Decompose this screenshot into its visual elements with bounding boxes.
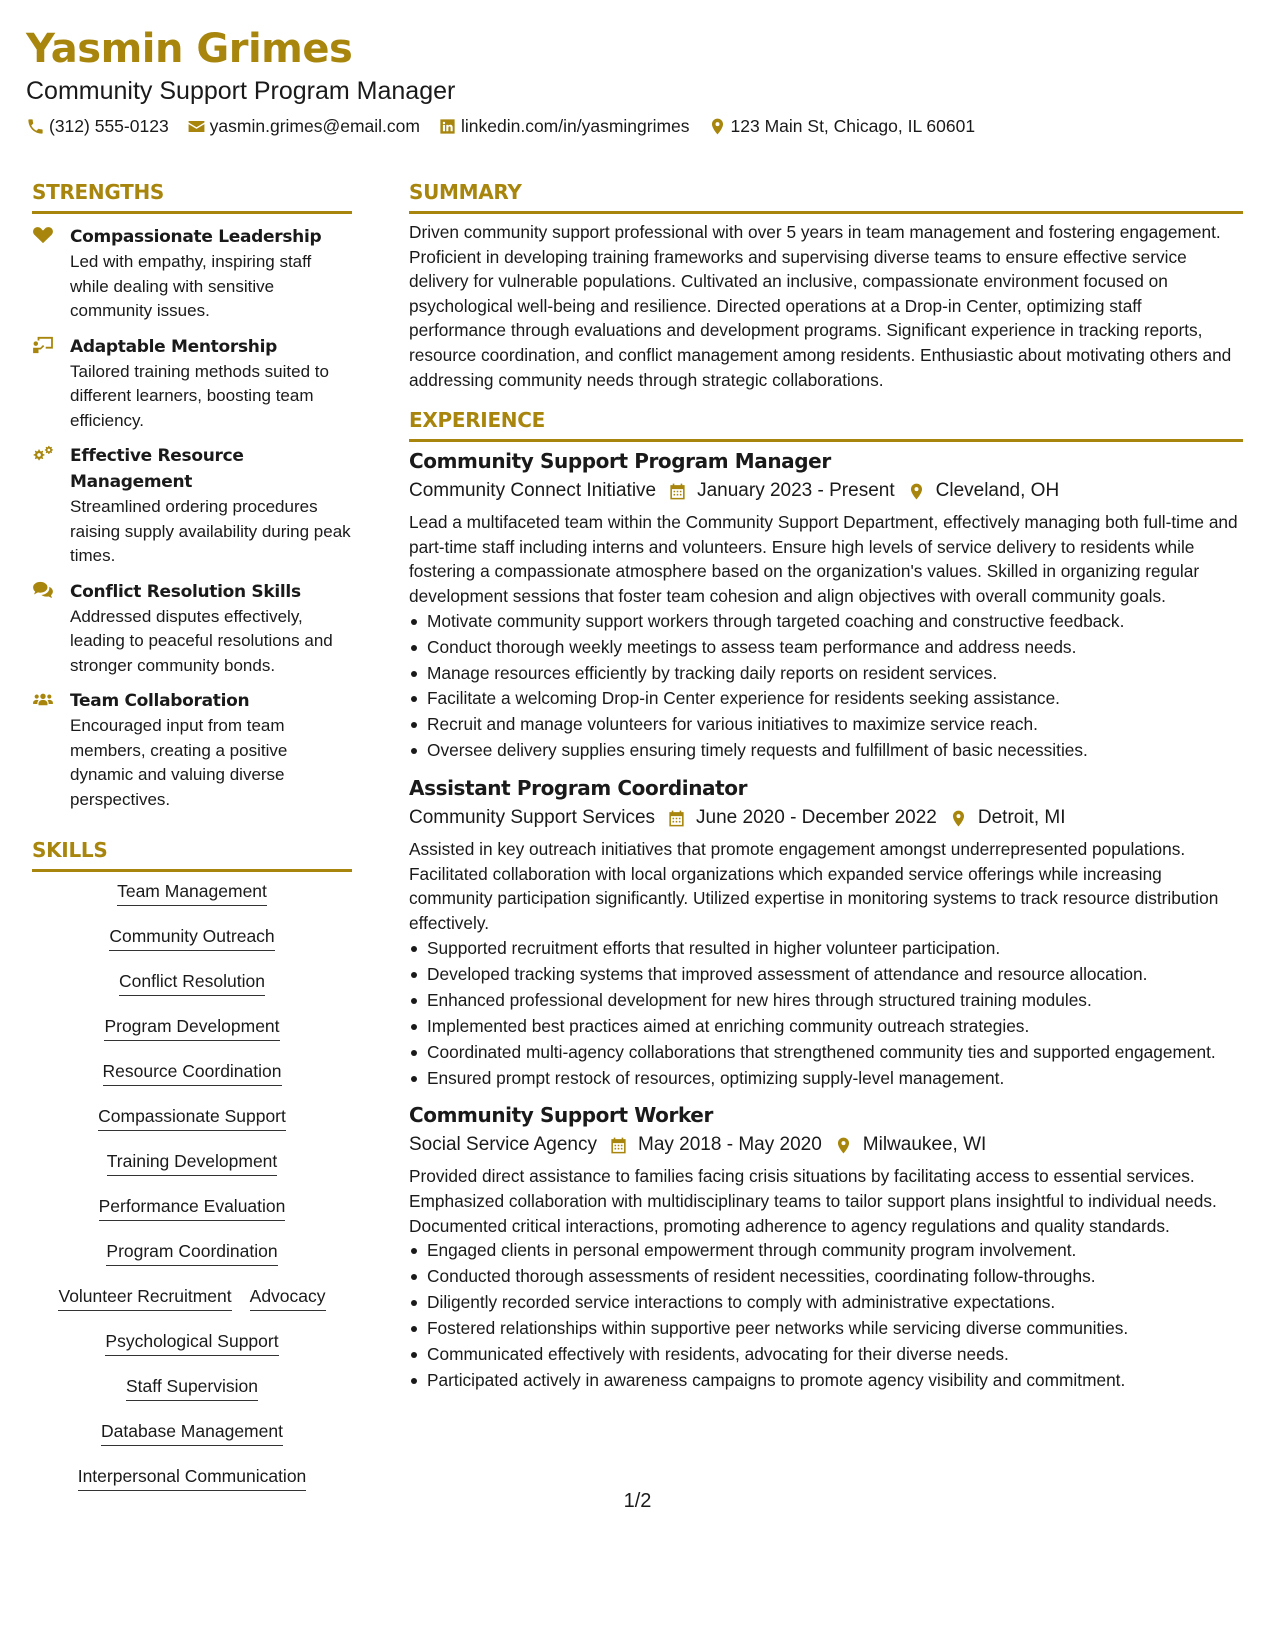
job-description: Provided direct assistance to families facing crisis situations by facilitating access to essential services. Emphasized collaboration with multidisciplinary teams to tailor support plans insightful to individual needs. Documented critical interactions, promoting adherence to agency regulations and quality standards.: [409, 1166, 1217, 1236]
contact-linkedin-text[interactable]: linkedin.com/in/yasmingrimes: [460, 116, 690, 136]
strength-item: [32, 224, 352, 324]
job-dates: May 2018 - May 2020: [638, 1134, 822, 1156]
resume-header: [26, 24, 1246, 137]
strength-item: [32, 579, 352, 679]
job-bullet: Communicated effectively with residents, advocating for their diverse needs.: [409, 1342, 1243, 1367]
linkedin-icon: [438, 117, 457, 136]
contact-address-text: 123 Main St, Chicago, IL 60601: [730, 116, 976, 136]
skill-tag: Program Coordination: [106, 1238, 277, 1266]
job-org: Social Service Agency: [409, 1134, 597, 1156]
heart-icon: [32, 226, 54, 244]
calendar-icon: [667, 809, 686, 828]
job-meta: [409, 803, 1243, 833]
job-bullet: Recruit and manage volunteers for various initiatives to maximize service reach.: [409, 712, 1243, 737]
job-bullets: [409, 936, 1243, 1091]
strength-desc: Streamlined ordering procedures raising supply availability during peak times.: [70, 497, 351, 565]
strength-item: [32, 334, 352, 434]
summary-rule: [409, 211, 1243, 214]
strength-title: Compassionate Leadership: [70, 227, 322, 247]
strength-desc: Encouraged input from team members, creating a positive dynamic and valuing diverse perspectives.: [70, 716, 288, 809]
skill-tag: Compassionate Support: [98, 1103, 286, 1131]
strength-title: Effective Resource Management: [70, 446, 244, 492]
job-bullet: Manage resources efficiently by tracking daily reports on resident services.: [409, 661, 1243, 686]
job-title: Community Support Worker: [409, 1103, 713, 1128]
skill-tag: Volunteer Recruitment: [58, 1283, 231, 1311]
strength-item: [32, 688, 352, 812]
map-pin-icon: [708, 117, 727, 136]
job-bullet: Coordinated multi-agency collaborations that strengthened community ties and supported engagement.: [409, 1040, 1243, 1065]
job-bullet: Ensured prompt restock of resources, optimizing supply-level management.: [409, 1066, 1243, 1091]
job-bullet: Enhanced professional development for new hires through structured training modules.: [409, 988, 1243, 1013]
skill-tag: Performance Evaluation: [99, 1193, 286, 1221]
job-bullet: Facilitate a welcoming Drop-in Center experience for residents seeking assistance.: [409, 686, 1243, 711]
job-bullet: Oversee delivery supplies ensuring timely requests and fulfillment of basic necessities.: [409, 738, 1243, 763]
job-dates: June 2020 - December 2022: [696, 807, 937, 829]
comments-icon: [32, 581, 54, 599]
job-title: Assistant Program Coordinator: [409, 776, 748, 801]
skill-tag: Training Development: [107, 1148, 278, 1176]
contact-phone: [26, 116, 169, 137]
job-bullet: Participated actively in awareness campaigns to promote agency visibility and commitment.: [409, 1368, 1243, 1393]
users-icon: [32, 690, 54, 708]
job-dates: January 2023 - Present: [697, 480, 895, 502]
gears-icon: [32, 445, 54, 463]
job-bullet: Conduct thorough weekly meetings to assess team performance and address needs.: [409, 635, 1243, 660]
strength-title: Adaptable Mentorship: [70, 336, 277, 357]
skill-tag: Team Management: [117, 878, 267, 906]
map-pin-icon: [834, 1136, 853, 1155]
right-column: [409, 178, 1243, 1403]
job-location: Detroit, MI: [977, 807, 1066, 829]
map-pin-icon: [907, 482, 926, 501]
job-bullet: Engaged clients in personal empowerment through community program involvement.: [409, 1238, 1243, 1263]
strengths-rule: [32, 211, 352, 214]
job-bullet: Motivate community support workers through targeted coaching and constructive feedback.: [409, 609, 1243, 634]
skill-tag: Advocacy: [250, 1283, 326, 1311]
job-bullet: Implemented best practices aimed at enriching community outreach strategies.: [409, 1014, 1243, 1039]
job-bullet: Supported recruitment efforts that resulted in higher volunteer participation.: [409, 936, 1243, 961]
job-location: Cleveland, OH: [935, 480, 1060, 502]
skill-tag: Interpersonal Communication: [78, 1463, 307, 1491]
skills-heading: SKILLS: [32, 838, 108, 862]
strengths-heading: STRENGTHS: [32, 180, 164, 204]
skill-tag: Staff Supervision: [126, 1373, 258, 1401]
contact-linkedin[interactable]: [438, 116, 690, 137]
strength-title: Conflict Resolution Skills: [70, 581, 301, 602]
chalkboard-teacher-icon: [32, 336, 54, 354]
contact-address: [708, 116, 976, 137]
job-meta: [409, 476, 1243, 506]
job-title: Community Support Program Manager: [409, 449, 831, 474]
job-location: Milwaukee, WI: [862, 1134, 987, 1156]
skill-tag: Psychological Support: [105, 1328, 278, 1356]
job-entry: [409, 446, 1243, 763]
calendar-icon: [668, 482, 687, 501]
job-bullets: [409, 609, 1243, 764]
job-org: Community Connect Initiative: [409, 480, 657, 502]
phone-icon: [26, 117, 45, 136]
job-description: Lead a multifaceted team within the Community Support Department, effectively managing both full-time and part-time staff including interns and volunteers. Ensure high levels of service delivery to residents while fostering a compassionate atmosphere based on the organization's values. Skilled in organizing regular development sessions that foster team cohesion and align objectives with overall community goals.: [409, 512, 1238, 606]
experience-rule: [409, 439, 1243, 442]
contact-email-text[interactable]: yasmin.grimes@email.com: [209, 116, 420, 136]
envelope-icon: [187, 117, 206, 136]
job-description: Assisted in key outreach initiatives that promote engagement amongst underrepresented populations. Facilitated collaboration with local organizations which expanded service offerings while increasing community participation significantly. Utilized expertise in monitoring systems to track resource distribution effectively.: [409, 839, 1219, 934]
job-bullet: Diligently recorded service interactions to comply with administrative expectations.: [409, 1290, 1243, 1315]
calendar-icon: [609, 1136, 628, 1155]
skill-tag: Community Outreach: [109, 923, 274, 951]
experience-heading: EXPERIENCE: [409, 408, 545, 433]
skill-tag: Database Management: [101, 1418, 283, 1446]
page-number: 1/2: [623, 1490, 652, 1512]
job-bullet: Fostered relationships within supportive peer networks while servicing diverse communities.: [409, 1316, 1243, 1341]
skills-rule: [32, 869, 352, 872]
job-entry: [409, 773, 1243, 1090]
job-meta: [409, 1130, 1243, 1160]
strength-desc: Addressed disputes effectively, leading to peaceful resolutions and stronger community bonds.: [70, 606, 333, 675]
skill-tag: Conflict Resolution: [119, 968, 265, 996]
contact-phone-text: (312) 555-0123: [49, 116, 169, 136]
job-bullets: [409, 1238, 1243, 1393]
summary-text: Driven community support professional with over 5 years in team management and fostering engagement. Proficient in developing training frameworks and supervising diverse teams to ensure effective service delivery for vulnerable populations. Cultivated an inclusive, compassionate environment focused on psychological well-being and resilience. Directed operations at a Drop-in Center, optimizing staff performance through evaluations and development programs. Significant experience in tracking reports, resource coordination, and conflict management among residents. Enthusiastic about motivating others and addressing community needs through strategic collaborations.: [409, 222, 1232, 390]
candidate-title: Community Support Program Manager: [26, 77, 456, 105]
skills-list: [32, 878, 352, 1508]
job-entry: [409, 1100, 1243, 1393]
job-org: Community Support Services: [409, 807, 656, 829]
strength-desc: Tailored training methods suited to different learners, boosting team efficiency.: [70, 361, 329, 430]
strength-title: Team Collaboration: [70, 691, 250, 711]
map-pin-icon: [949, 809, 968, 828]
skill-tag: Program Development: [104, 1013, 279, 1041]
job-bullet: Conducted thorough assessments of resident necessities, coordinating follow-throughs.: [409, 1264, 1243, 1289]
candidate-name: Yasmin Grimes: [26, 26, 353, 72]
strength-desc: Led with empathy, inspiring staff while dealing with sensitive community issues.: [70, 252, 312, 320]
strength-item: [32, 443, 352, 569]
left-column: [32, 178, 352, 1508]
contact-email[interactable]: [187, 116, 420, 137]
job-bullet: Developed tracking systems that improved assessment of attendance and resource allocation.: [409, 962, 1243, 987]
skill-tag: Resource Coordination: [103, 1058, 282, 1086]
contact-bar: [26, 116, 1246, 137]
summary-heading: SUMMARY: [409, 180, 522, 204]
